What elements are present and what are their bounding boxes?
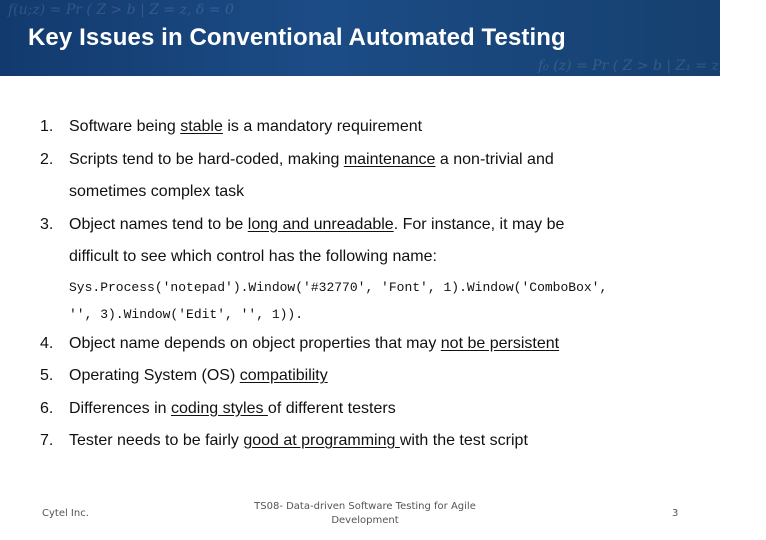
list-item xyxy=(40,328,670,361)
item-text-pre: Software being xyxy=(69,118,181,135)
title-banner xyxy=(0,0,766,76)
item-text xyxy=(69,328,559,361)
item-underlined-text: long and unreadable xyxy=(247,215,394,233)
slide-title: Key Issues in Conventional Automated Testing xyxy=(28,24,566,51)
page-number: 3 xyxy=(672,508,679,519)
item-text-pre: Object name depends on object properties that may xyxy=(69,334,441,352)
item-text-pre: Differences in xyxy=(69,399,171,417)
list-item xyxy=(40,111,670,144)
item-number: 4. xyxy=(40,334,54,352)
item-text-pre: Scripts tend to be hard-coded, making xyxy=(69,150,344,168)
item-text-continuation: difficult to see which control has the following name: xyxy=(69,248,437,265)
item-number: 7. xyxy=(40,432,54,449)
item-underlined-text: good at programming xyxy=(243,432,400,449)
formula-watermark-top: f(u;z) = Pr ( Z > b | Z = z, δ = 0 xyxy=(8,2,234,18)
code-line-1: Sys.Process('notepad').Window('#32770', 'Font', 1).Window('ComboBox', xyxy=(69,279,608,295)
item-text-pre: Operating System (OS) xyxy=(69,367,240,384)
item-text-post: of different testers xyxy=(267,399,396,417)
footer-title-line-1: TS08- Data-driven Software Testing for Agile xyxy=(254,501,476,512)
list-item xyxy=(40,209,670,274)
item-number: 3. xyxy=(40,215,54,233)
list-item xyxy=(40,425,670,458)
item-text xyxy=(69,425,528,458)
item-number: 5. xyxy=(40,367,54,384)
item-text-post: with the test script xyxy=(399,432,528,449)
item-text xyxy=(69,111,422,144)
item-text-pre: Object names tend to be xyxy=(69,215,248,233)
item-text-post: is a mandatory requirement xyxy=(222,118,423,135)
item-text-continuation: sometimes complex task xyxy=(69,183,245,200)
item-underlined-text: compatibility xyxy=(239,367,328,384)
item-number: 6. xyxy=(40,399,54,417)
slide-footer xyxy=(0,496,720,540)
footer-presentation-title xyxy=(245,500,485,528)
item-number: 1. xyxy=(40,118,54,135)
list-item xyxy=(40,144,670,209)
item-text xyxy=(69,360,328,393)
item-number: 2. xyxy=(40,150,54,168)
item-underlined-text: not be persistent xyxy=(440,334,560,352)
item-underlined-text: coding styles xyxy=(170,399,268,417)
issues-list xyxy=(40,111,670,458)
footer-company: Cytel Inc. xyxy=(42,508,89,519)
list-item xyxy=(40,393,670,426)
item-text-pre: Tester needs to be fairly xyxy=(69,432,244,449)
list-item xyxy=(40,360,670,393)
item-text xyxy=(69,393,396,426)
code-line-2: '', 3).Window('Edit', '', 1)). xyxy=(69,306,304,322)
item-text-post: . For instance, it may be xyxy=(393,215,565,233)
item-text-post: a non-trivial and xyxy=(435,150,554,168)
item-underlined-text: stable xyxy=(180,118,223,135)
code-sample xyxy=(69,274,670,328)
item-text xyxy=(69,144,554,209)
formula-watermark-bottom: f₀ (z) = Pr ( Z > b | Z₁ = z, δ = 0 xyxy=(538,58,766,74)
item-text xyxy=(69,209,564,274)
item-underlined-text: maintenance xyxy=(343,150,436,168)
footer-title-line-2: Development xyxy=(331,515,399,526)
